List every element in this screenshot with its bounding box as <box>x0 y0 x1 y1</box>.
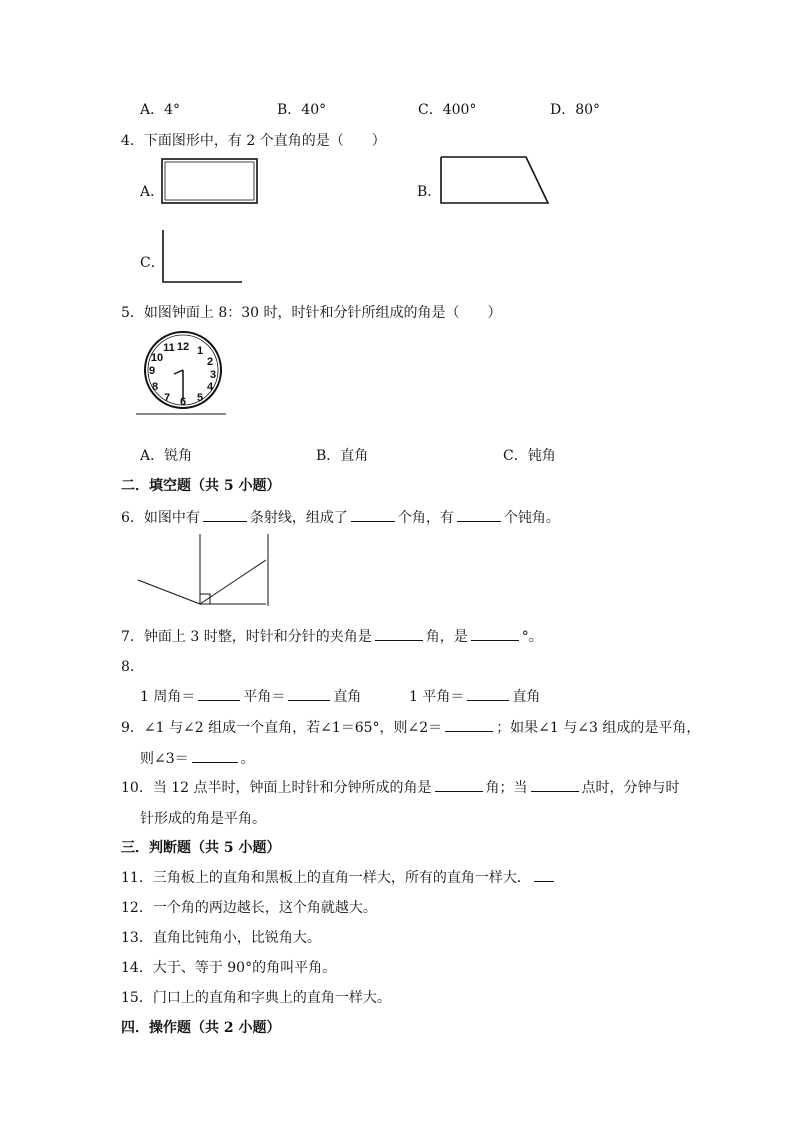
q7-line <box>121 626 543 646</box>
q6-text-3: 个角，有 <box>397 510 454 526</box>
clock-number-2: 2 <box>206 356 214 368</box>
q9-blank-angle3[interactable] <box>192 748 238 763</box>
q4-figure-right-angle <box>160 228 245 286</box>
q4-figure-rectangle <box>160 157 260 207</box>
q15-text: 15．门口上的直角和字典上的直角一样大。 <box>121 990 391 1006</box>
q10-line-1 <box>121 777 680 797</box>
clock-number-10: 10 <box>150 352 164 364</box>
clock-number-7: 7 <box>163 392 171 404</box>
q8-blank-3[interactable] <box>467 686 509 701</box>
q8-text-2: 平角＝ <box>243 689 286 705</box>
q8-blank-2[interactable] <box>288 686 330 701</box>
q3-option-b: B．40° <box>277 102 327 118</box>
q9-line-2 <box>140 748 255 768</box>
q5-option-c: C．钝角 <box>503 448 556 464</box>
q6-blank-angles[interactable] <box>351 507 395 522</box>
q6-line <box>121 507 560 527</box>
q9-text-2: ；如果∠1 与∠3 组成的是平角， <box>496 720 701 736</box>
q8-blank-1[interactable] <box>198 686 240 701</box>
clock-number-12: 12 <box>176 341 190 353</box>
q8-text-3: 直角 <box>333 689 362 705</box>
q6-rays-figure <box>138 530 273 610</box>
clock-number-1: 1 <box>196 345 204 357</box>
clock-number-6: 6 <box>179 396 187 408</box>
q14-text: 14．大于、等于 90°的角叫平角。 <box>121 960 337 976</box>
clock-number-5: 5 <box>196 392 204 404</box>
q8-number: 8． <box>121 659 144 675</box>
q10-blank-hour[interactable] <box>531 777 579 792</box>
clock-number-8: 8 <box>151 381 159 393</box>
q11-blank[interactable] <box>534 867 554 882</box>
q3-option-a: A．4° <box>140 102 181 118</box>
q7-text-1: 7．钟面上 3 时整，时针和分针的夹角是 <box>121 629 372 645</box>
clock-number-9: 9 <box>148 365 156 377</box>
q4-stem: 4．下面图形中，有 2 个直角的是（ ） <box>121 133 386 149</box>
q13-text: 13．直角比钝角小，比锐角大。 <box>121 930 321 946</box>
q4-label-b: B． <box>417 184 442 200</box>
q12-text: 12．一个角的两边越长，这个角就越大。 <box>121 900 377 916</box>
section-3-title: 三．判断题（共 5 小题） <box>121 840 281 856</box>
q4-label-c: C． <box>140 255 165 271</box>
q7-blank-degrees[interactable] <box>471 626 519 641</box>
section-2-title: 二．填空题（共 5 小题） <box>121 478 281 494</box>
q8-text-1: 1 周角＝ <box>140 689 196 705</box>
q7-blank-angle-type[interactable] <box>375 626 423 641</box>
q10-text-2: 角；当 <box>485 780 528 796</box>
q10-text-1: 10．当 12 点半时，钟面上时针和分钟所成的角是 <box>121 780 432 796</box>
q3-option-c: C．400° <box>418 102 477 118</box>
q6-blank-rays[interactable] <box>203 507 247 522</box>
clock-number-4: 4 <box>206 381 214 393</box>
q9-line-1 <box>121 717 700 737</box>
q8-line-2 <box>409 686 540 706</box>
q7-text-2: 角，是 <box>425 629 468 645</box>
q8-text-5: 直角 <box>512 689 541 705</box>
q6-text-4: 个钝角。 <box>503 510 560 526</box>
q6-text-2: 条射线，组成了 <box>249 510 348 526</box>
q8-text-4: 1 平角＝ <box>409 689 465 705</box>
q5-option-b: B．直角 <box>316 448 369 464</box>
q9-text-3: 则∠3＝ <box>140 751 189 767</box>
q4-figure-trapezoid <box>438 155 553 207</box>
q5-option-a: A．锐角 <box>140 448 193 464</box>
q8-line <box>140 686 361 706</box>
q10-blank-angle[interactable] <box>435 777 483 792</box>
clock-figure <box>138 330 228 420</box>
q6-text-1: 6．如图中有 <box>121 510 200 526</box>
clock-number-11: 11 <box>163 342 175 354</box>
q11-text: 11．三角板上的直角和黑板上的直角一样大，所有的直角一样大． <box>121 870 531 886</box>
section-4-title: 四．操作题（共 2 小题） <box>121 1020 281 1036</box>
q9-text-1: 9．∠1 与∠2 组成一个直角，若∠1＝65°，则∠2＝ <box>121 720 443 736</box>
q7-text-3: °。 <box>521 629 543 645</box>
q10-text-3: 点时，分钟与时 <box>581 780 680 796</box>
q9-text-4: 。 <box>240 751 255 767</box>
clock-hour-hand <box>174 370 183 374</box>
clock-number-3: 3 <box>209 369 217 381</box>
q10-text-4: 针形成的角是平角。 <box>140 811 266 827</box>
q11-line <box>121 867 557 887</box>
q9-blank-angle2[interactable] <box>445 717 493 732</box>
q4-label-a: A． <box>140 184 165 200</box>
q6-blank-obtuse[interactable] <box>457 507 501 522</box>
q3-option-d: D．80° <box>550 102 601 118</box>
q5-stem: 5．如图钟面上 8：30 时，时针和分针所组成的角是（ ） <box>121 305 502 321</box>
